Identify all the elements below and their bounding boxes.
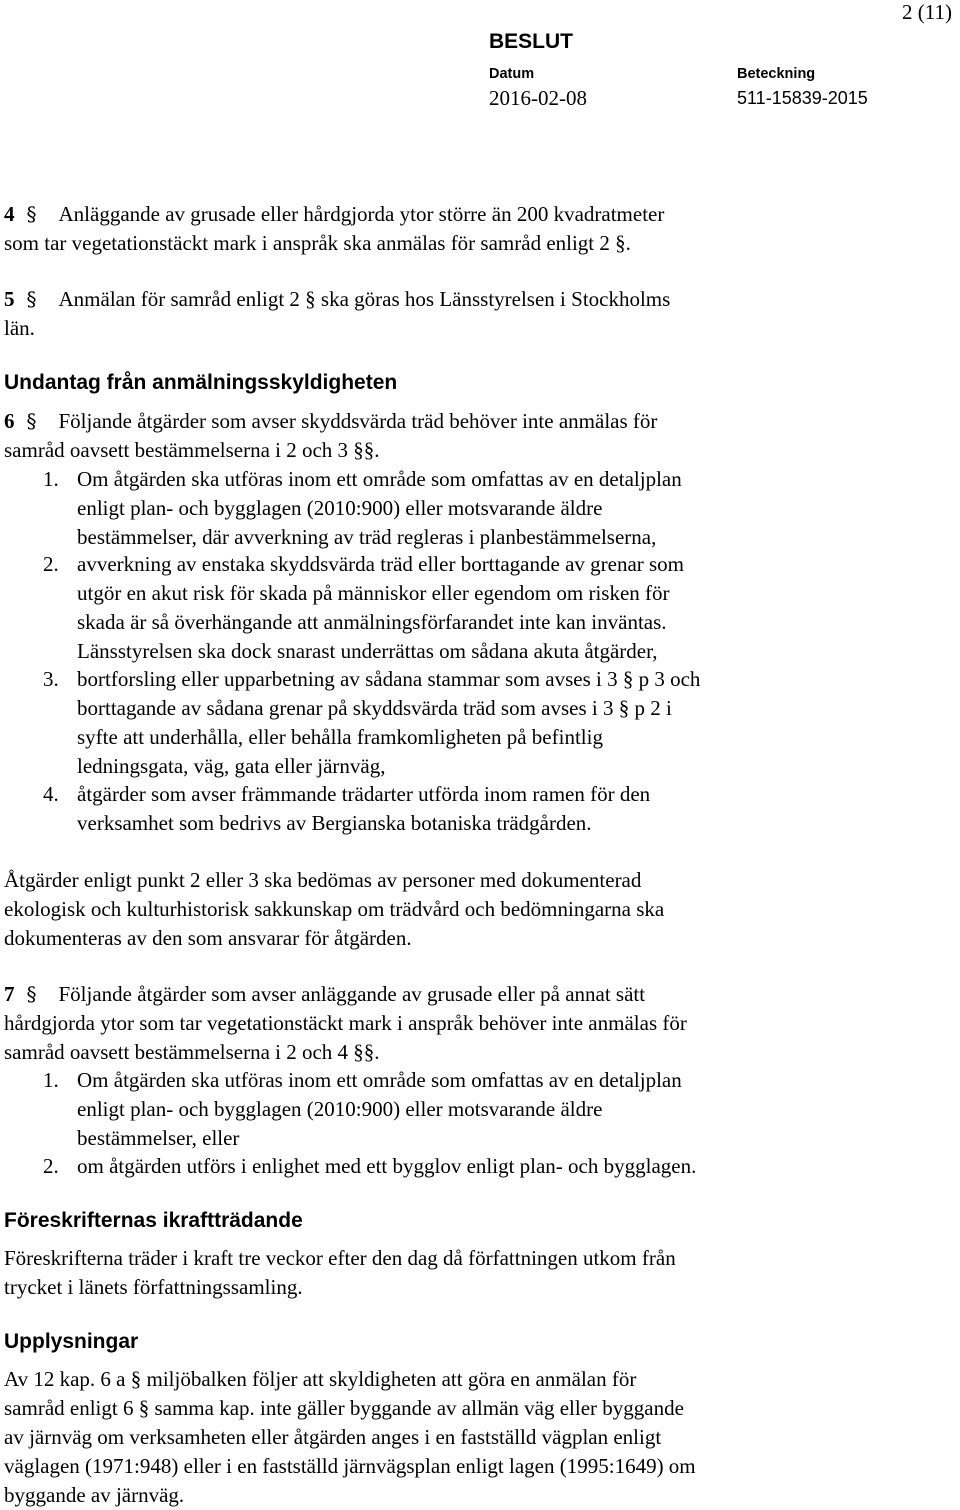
- section-6-text: Följande åtgärder som avser skyddsvärda träd behöver inte anmälas för: [58, 409, 658, 433]
- list-item-line: ledningsgata, väg, gata eller järnväg,: [77, 754, 386, 778]
- list-item-number: 3.: [43, 667, 59, 691]
- list-item-line: bestämmelser, eller: [77, 1126, 240, 1150]
- list-item-line: Om åtgärden ska utföras inom ett område som omfattas av en detaljplan: [77, 467, 682, 491]
- assessment-paragraph-line: dokumenteras av den som ansvarar för åtgärden.: [4, 926, 412, 950]
- section-6-line-2: samråd oavsett bestämmelserna i 2 och 3 §§.: [4, 438, 380, 462]
- section-4-text: Anläggande av grusade eller hårdgjorda ytor större än 200 kvadratmeter: [58, 202, 665, 226]
- section-symbol: §: [26, 982, 37, 1006]
- section-7-line-3: samråd oavsett bestämmelserna i 2 och 4 §§.: [4, 1040, 380, 1064]
- entry-paragraph-line: trycket i länets författningssamling.: [4, 1275, 303, 1299]
- list-item-line: om åtgärden utförs i enlighet med ett bygglov enligt plan- och bygglagen.: [77, 1154, 697, 1178]
- section-symbol: §: [26, 287, 37, 311]
- list-item-line: skada är så överhängande att anmälningsförfarandet inte kan inväntas.: [77, 610, 667, 634]
- section-5-line-1: [4, 285, 670, 314]
- reference-label: Beteckning: [737, 66, 816, 82]
- list-item-line: verksamhet som bedrivs av Bergianska botaniska trädgården.: [77, 811, 592, 835]
- section-6-line-1: [4, 407, 657, 436]
- info-paragraph-line: väglagen (1971:948) eller i en fastställd järnvägsplan enligt lagen (1995:1649) om: [4, 1454, 696, 1478]
- info-paragraph-line: samråd enligt 6 § samma kap. inte gäller byggande av allmän väg eller byggande: [4, 1396, 684, 1420]
- section-4-line-1: [4, 200, 664, 229]
- info-paragraph-line: Av 12 kap. 6 a § miljöbalken följer att skyldigheten att göra en anmälan för: [4, 1367, 637, 1391]
- section-7-number: 7: [4, 982, 15, 1006]
- list-item-number: 1.: [43, 467, 59, 491]
- list-item-number: 2.: [43, 1154, 59, 1178]
- section-5-text: Anmälan för samråd enligt 2 § ska göras hos Länsstyrelsen i Stockholms: [58, 287, 671, 311]
- list-item-line: borttagande av sådana grenar på skyddsvärda träd som avses i 3 § p 2 i: [77, 696, 672, 720]
- section-7-line-2: hårdgjorda ytor som tar vegetationstäckt mark i anspråk behöver inte anmälas för: [4, 1011, 687, 1035]
- list-item-number: 1.: [43, 1068, 59, 1092]
- list-item-line: åtgärder som avser främmande trädarter utförda inom ramen för den: [77, 782, 651, 806]
- list-item-line: utgör en akut risk för skada på människor eller egendom om risken för: [77, 581, 670, 605]
- section-5-number: 5: [4, 287, 15, 311]
- list-item-line: bortforsling eller upparbetning av sådana stammar som avses i 3 § p 3 och: [77, 667, 701, 691]
- assessment-paragraph-line: Åtgärder enligt punkt 2 eller 3 ska bedömas av personer med dokumenterad: [4, 868, 642, 892]
- list-item-number: 2.: [43, 552, 59, 576]
- date-label: Datum: [489, 66, 535, 82]
- section-7-text: Följande åtgärder som avser anläggande av grusade eller på annat sätt: [58, 982, 646, 1006]
- reference-value: 511-15839-2015: [737, 88, 868, 108]
- section-4-number: 4: [4, 202, 15, 226]
- section-symbol: §: [26, 202, 37, 226]
- list-item-line: enligt plan- och bygglagen (2010:900) eller motsvarande äldre: [77, 1097, 603, 1121]
- info-paragraph-line: av järnväg om verksamheten eller åtgärden anges i en fastställd vägplan enligt: [4, 1425, 662, 1449]
- list-item-line: Om åtgärden ska utföras inom ett område som omfattas av en detaljplan: [77, 1068, 682, 1092]
- heading-entry-into-force: Föreskrifternas ikraftträdande: [4, 1209, 303, 1232]
- section-7-line-1: [4, 980, 645, 1009]
- list-item-line: syfte att underhålla, eller behålla framkomligheten på befintlig: [77, 725, 603, 749]
- list-item-line: avverkning av enstaka skyddsvärda träd eller borttagande av grenar som: [77, 552, 685, 576]
- list-item-line: Länsstyrelsen ska dock snarast underrättas om sådana akuta åtgärder,: [77, 639, 658, 663]
- list-item-line: bestämmelser, där avverkning av träd regleras i planbestämmelserna,: [77, 525, 657, 549]
- list-item-line: enligt plan- och bygglagen (2010:900) eller motsvarande äldre: [77, 496, 603, 520]
- entry-paragraph-line: Föreskrifterna träder i kraft tre veckor efter den dag då författningen utkom från: [4, 1246, 676, 1270]
- info-paragraph-line: byggande av järnväg.: [4, 1483, 185, 1507]
- section-4-line-2: som tar vegetationstäckt mark i anspråk ska anmälas för samråd enligt 2 §.: [4, 231, 631, 255]
- section-5-line-2: län.: [4, 316, 35, 340]
- page-number: 2 (11): [902, 0, 952, 24]
- heading-information: Upplysningar: [4, 1330, 139, 1353]
- heading-exemptions: Undantag från anmälningsskyldigheten: [4, 371, 398, 394]
- section-symbol: §: [26, 409, 37, 433]
- assessment-paragraph-line: ekologisk och kulturhistorisk sakkunskap om trädvård och bedömningarna ska: [4, 897, 665, 921]
- date-value: 2016-02-08: [489, 86, 587, 110]
- list-item-number: 4.: [43, 782, 59, 806]
- document-type: BESLUT: [489, 30, 573, 53]
- section-6-number: 6: [4, 409, 15, 433]
